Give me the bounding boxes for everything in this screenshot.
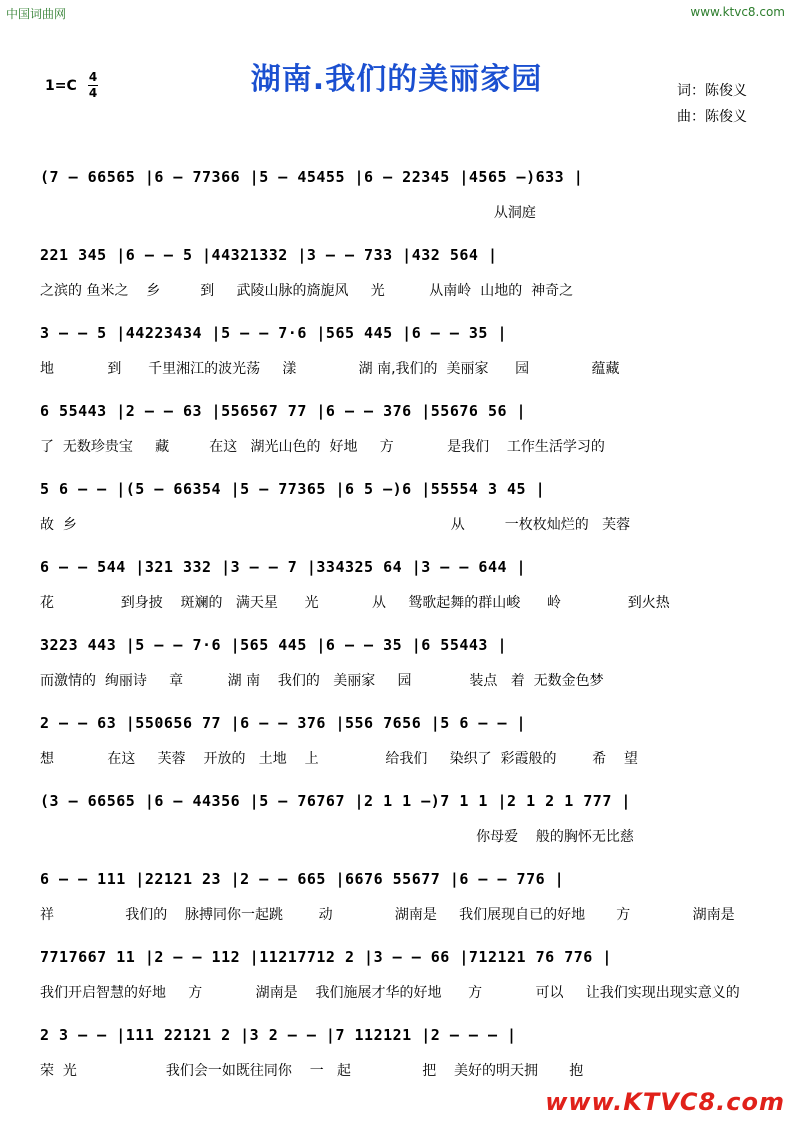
score-row [0, 870, 793, 948]
notation-line: (7 — 66565 |6 — 77366 |5 — 45455 |6 — 22345 |4565 —)633 | [40, 168, 584, 186]
score-row [0, 168, 793, 246]
score-row [0, 480, 793, 558]
score-row [0, 246, 793, 324]
lyric-line: 祥 我们的 脉搏同你一起跳 动 湖南是 我们展现自已的好地 方 湖南是 [40, 907, 735, 923]
score-row [0, 948, 793, 1026]
score-row [0, 558, 793, 636]
lyric-line: 你母爱 般的胸怀无比慈 [40, 829, 634, 845]
time-signature-bottom: 4 [88, 86, 98, 100]
composer-credit: 曲：陈俊义 [677, 109, 747, 125]
lyric-line: 故 乡 从 一枚枚灿烂的 芙蓉 [40, 517, 631, 533]
notation-line: 3 — — 5 |44223434 |5 — — 7·6 |565 445 |6 — — 35 | [40, 324, 508, 342]
site-url[interactable]: www.ktvc8.com [690, 5, 785, 19]
lyric-line: 而激情的 绚丽诗 章 湖 南 我们的 美丽家 园 装点 着 无数金色梦 [40, 673, 604, 689]
lyric-line: 从洞庭 [40, 205, 536, 221]
score-row [0, 324, 793, 402]
watermark-logo: www.KTVC8.com [545, 1088, 785, 1116]
notation-line: 3223 443 |5 — — 7·6 |565 445 |6 — — 35 |6 55443 | [40, 636, 508, 654]
lyric-line: 我们开启智慧的好地 方 湖南是 我们施展才华的好地 方 可以 让我们实现出现实意义的 [40, 985, 740, 1001]
score-row [0, 792, 793, 870]
notation-line: 6 — — 111 |22121 23 |2 — — 665 |6676 55677 |6 — — 776 | [40, 870, 565, 888]
lyric-line: 了 无数珍贵宝 藏 在这 湖光山色的 好地 方 是我们 工作生活学习的 [40, 439, 605, 455]
notation-line: 5 6 — — |(5 — 66354 |5 — 77365 |6 5 —)6 |55554 3 45 | [40, 480, 546, 498]
lyric-line: 荣 光 我们会一如既往同你 一 起 把 美好的明天拥 抱 [40, 1063, 584, 1079]
notation-line: 7717667 11 |2 — — 112 |11217712 2 |3 — — 66 |712121 76 776 | [40, 948, 612, 966]
notation-line: (3 — 66565 |6 — 44356 |5 — 76767 |2 1 1 —)7 1 1 |2 1 2 1 777 | [40, 792, 631, 810]
score-row [0, 636, 793, 714]
time-signature [87, 70, 99, 101]
lyric-line: 地 到 千里湘江的波光荡 漾 湖 南,我们的 美丽家 园 蕴藏 [40, 361, 620, 377]
lyricist-credit: 词：陈俊义 [677, 83, 747, 99]
score-row [0, 714, 793, 792]
notation-line: 2 3 — — |111 22121 2 |3 2 — — |7 112121 |2 — — — | [40, 1026, 517, 1044]
song-title: 湖南.我们的美丽家园 [250, 62, 543, 97]
notation-line: 6 55443 |2 — — 63 |556567 77 |6 — — 376 |55676 56 | [40, 402, 527, 420]
lyric-line: 之滨的 鱼米之 乡 到 武陵山脉的旖旎风 光 从南岭 山地的 神奇之 [40, 283, 574, 299]
notation-line: 221 345 |6 — — 5 |44321332 |3 — — 733 |432 564 | [40, 246, 498, 264]
score-row [0, 402, 793, 480]
lyric-line: 想 在这 芙蓉 开放的 土地 上 给我们 染织了 彩霞般的 希 望 [40, 751, 638, 767]
notation-line: 2 — — 63 |550656 77 |6 — — 376 |556 7656 |5 6 — — | [40, 714, 527, 732]
time-signature-top: 4 [88, 70, 98, 84]
notation-line: 6 — — 544 |321 332 |3 — — 7 |334325 64 |3 — — 644 | [40, 558, 527, 576]
key-signature: 1=C [45, 78, 77, 94]
site-name[interactable]: 中国词曲网 [6, 7, 67, 21]
lyric-line: 花 到身披 斑斓的 满天星 光 从 鸳歌起舞的群山峻 岭 到火热 [40, 595, 670, 611]
